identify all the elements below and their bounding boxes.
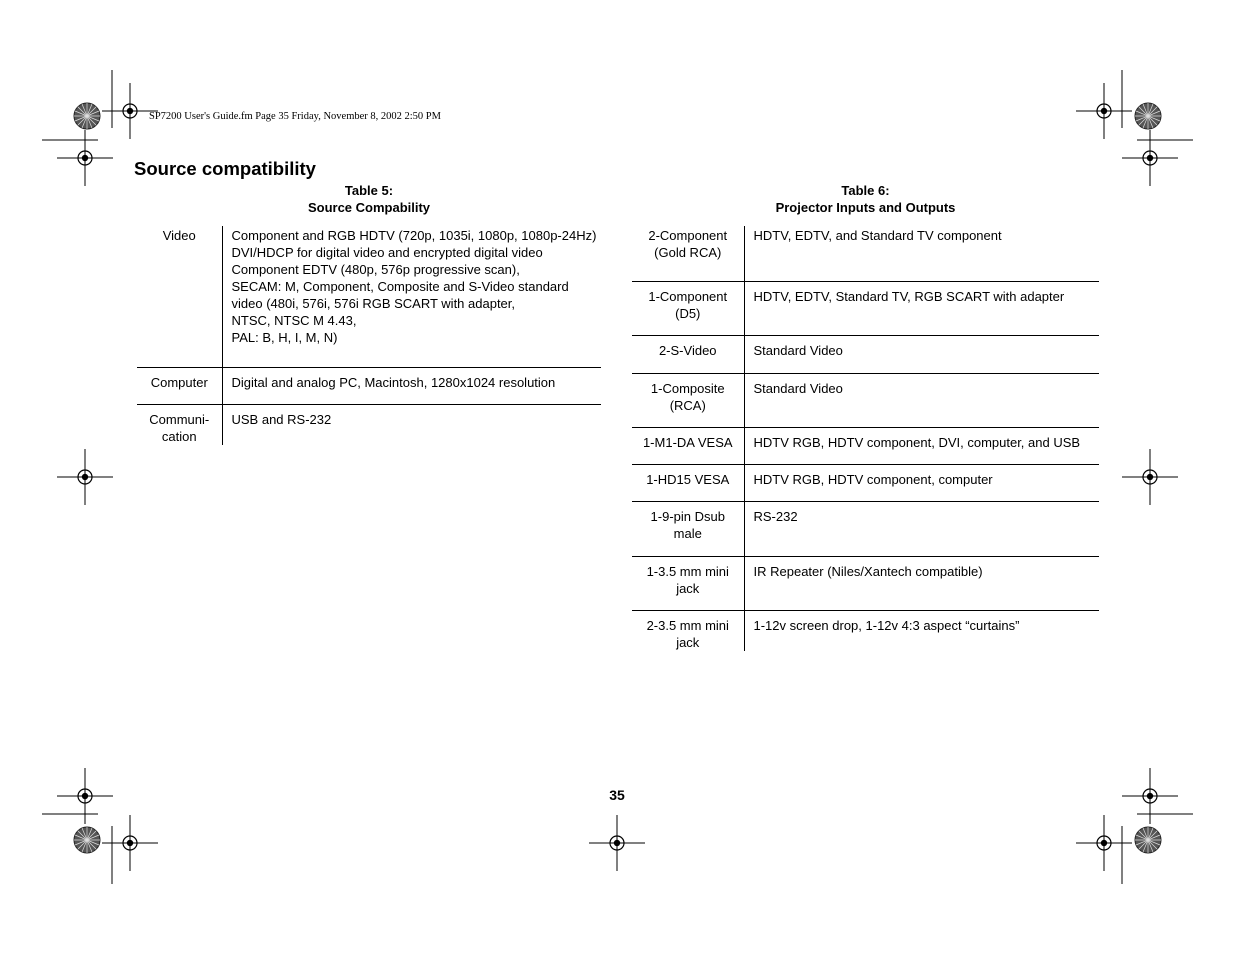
row-value: RS-232 (744, 501, 1099, 556)
row-value: Digital and analog PC, Macintosh, 1280x1024 resolution (222, 367, 601, 404)
table5 (137, 226, 601, 445)
row-label: 2-3.5 mm mini jack (632, 610, 744, 651)
row-label: 1-HD15 VESA (632, 464, 744, 501)
row-value: Standard Video (744, 373, 1099, 427)
table-row (632, 281, 1099, 335)
row-label: 2-S-Video (632, 335, 744, 373)
table6-caption (632, 182, 1099, 216)
row-label: 2-Component (Gold RCA) (632, 226, 744, 281)
row-label: 1-3.5 mm mini jack (632, 556, 744, 610)
table-row (632, 427, 1099, 464)
table-row (632, 501, 1099, 556)
table-row (632, 464, 1099, 501)
row-label: Communi- cation (137, 404, 222, 445)
table6 (632, 226, 1099, 651)
file-info-header: SP7200 User's Guide.fm Page 35 Friday, November 8, 2002 2:50 PM (149, 111, 441, 122)
table-row (137, 226, 601, 367)
row-value: IR Repeater (Niles/Xantech compatible) (744, 556, 1099, 610)
row-value: HDTV RGB, HDTV component, DVI, computer, and USB (744, 427, 1099, 464)
table-row (137, 404, 601, 445)
row-label: 1-Composite (RCA) (632, 373, 744, 427)
table6-number: Table 6: (841, 183, 890, 198)
table5-caption (137, 182, 601, 216)
row-label: Video (137, 226, 222, 367)
table-row (632, 610, 1099, 651)
table5-title: Source Compability (307, 200, 431, 215)
table-row (632, 226, 1099, 281)
table-row (632, 335, 1099, 373)
table-row (632, 556, 1099, 610)
row-value: HDTV, EDTV, and Standard TV component (753, 228, 1002, 243)
table5-number: Table 5: (344, 183, 394, 198)
row-value: HDTV RGB, HDTV component, computer (744, 464, 1099, 501)
row-label: 1-M1-DA VESA (632, 427, 744, 464)
row-label: 1-9-pin Dsub male (632, 501, 744, 556)
row-label: 1-Component (D5) (632, 281, 744, 335)
page-title: Source compatibility (134, 158, 316, 179)
table-row (137, 367, 601, 404)
table-row (632, 373, 1099, 427)
row-label: Computer (137, 367, 222, 404)
row-value: HDTV, EDTV, Standard TV, RGB SCART with adapter (744, 281, 1099, 335)
row-value: Standard Video (744, 335, 1099, 373)
row-value: 1-12v screen drop, 1-12v 4:3 aspect “curtains” (744, 610, 1099, 651)
page-number: 35 (609, 787, 625, 803)
table6-title: Projector Inputs and Outputs (775, 200, 956, 215)
row-value: Component and RGB HDTV (720p, 1035i, 1080p, 1080p-24Hz) DVI/HDCP for digital video and encrypted digital video Component EDTV (480p, 576p progressive scan), SECAM: M, Component, Composite and S-Video standard video (480i, 576i, 576i RGB SCART with adapter, NTSC, NTSC M 4.43, PAL: B, H, I, M, N) (231, 228, 597, 345)
row-value: USB and RS-232 (222, 404, 601, 445)
